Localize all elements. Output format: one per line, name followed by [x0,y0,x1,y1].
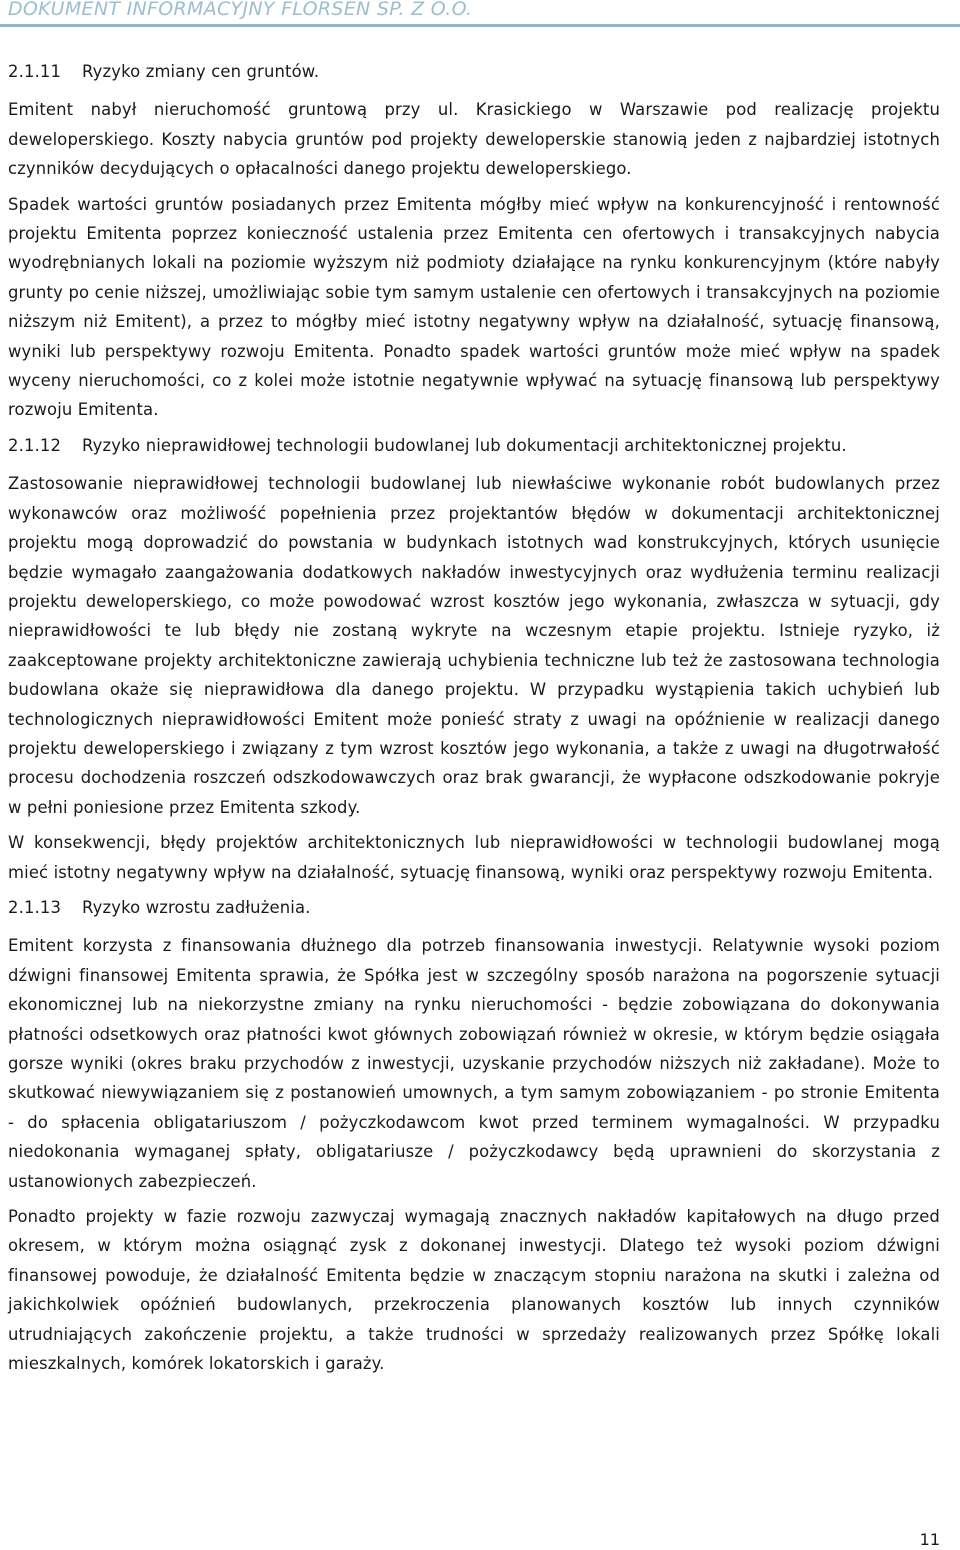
paragraph: Zastosowanie nieprawidłowej technologii budowlanej lub niewłaściwe wykonanie robót budowlanych przez wykonawców oraz możliwość popełnienia przez projektantów błędów w dokumentacji architektonicznej projektu mogą doprowadzić do powstania w budynkach istotnych wad konstrukcyjnych, których usunięcie będzie wymagało zaangażowania dodatkowych nakładów inwestycyjnych oraz wydłużenia terminu realizacji projektu deweloperskiego, co może powodować wzrost kosztów jego wykonania, zwłaszcza w sytuacji, gdy nieprawidłowości te lub błędy nie zostaną wykryte na wczesnym etapie projektu. Istnieje ryzyko, iż zaakceptowane projekty architektoniczne zawierają uchybienia techniczne lub też że zastosowana technologia budowlana okaże się nieprawidłowa dla danego projektu. W przypadku wystąpienia takich uchybień lub technologicznych nieprawidłowości Emitent może ponieść straty z uwagi na opóźnienie w realizacji danego projektu deweloperskiego i związany z tym wzrost kosztów jego wykonania, a także z uwagi na długotrwałość procesu dochodzenia roszczeń odszkodowawczych oraz brak gwarancji, że wypłacone odszkodowanie pokryje w pełni poniesione przez Emitenta szkody. [8,474,940,817]
document-header-title: DOKUMENT INFORMACYJNY FLORSEN SP. Z O.O. [8,0,473,20]
section-title: Ryzyko wzrostu zadłużenia. [82,897,311,917]
section-title: Ryzyko zmiany cen gruntów. [82,62,320,81]
section-title: Ryzyko nieprawidłowej technologii budowlanej lub dokumentacji architektonicznej projektu. [82,435,847,455]
section-heading-2-1-11 [8,57,940,86]
section-heading-2-1-12 [8,431,940,460]
paragraph: Emitent korzysta z finansowania dłużnego dla potrzeb finansowania inwestycji. Relatywnie wysoki poziom dźwigni finansowej Emitenta sprawia, że Spółka jest w szczególny sposób narażona na pogorszenie sytuacji ekonomicznej lub na niekorzystne zmiany na rynku nieruchomości - będzie zobowiązana do dokonywania płatności odsetkowych oraz płatności kwot głównych zobowiązań również w okresie, w którym będzie osiągała gorsze wyniki (okres braku przychodów z inwestycji, uzyskanie przychodów niższych niż zakładane). Może to skutkować niewywiązaniem się z postanowień umownych, a tym samym zobowiązaniem - po stronie Emitenta - do spłacenia obligatariuszom / pożyczkodawcom kwot przed terminem wymagalności. W przypadku niedokonania wymaganej spłaty, obligatariusze / pożyczkodawcy będą uprawnieni do skorzystania z ustanowionych zabezpieczeń. [8,936,940,1191]
paragraph: Emitent nabył nieruchomość gruntową przy ul. Krasickiego w Warszawie pod realizację projektu deweloperskiego. Koszty nabycia gruntów pod projekty deweloperskie stanowią jeden z najbardziej istotnych czynników decydujących o opłacalności danego projektu deweloperskiego. [8,100,940,179]
section-number: 2.1.13 [8,897,62,917]
page-number: 11 [919,1530,940,1549]
document-body [8,57,940,1384]
paragraph: W konsekwencji, błędy projektów architektonicznych lub nieprawidłowości w technologii budowlanej mogą mieć istotny negatywny wpływ na działalność, sytuację finansową, wyniki oraz perspektywy rozwoju Emitenta. [8,833,940,882]
section-number: 2.1.11 [8,62,62,81]
paragraph: Ponadto projekty w fazie rozwoju zazwyczaj wymagają znacznych nakładów kapitałowych na długo przed okresem, w którym można osiągnąć zysk z dokonanej inwestycji. Dlatego też wysoki poziom dźwigni finansowej powoduje, że działalność Emitenta będzie w znaczącym stopniu narażona na skutki i zależna od jakichkolwiek opóźnień budowlanych, przekroczenia planowanych kosztów lub innych czynników utrudniających zakończenie projektu, a także trudności w sprzedaży realizowanych przez Spółkę lokali mieszkalnych, komórek lokatorskich i garaży. [8,1207,940,1374]
section-heading-2-1-13 [8,893,940,922]
header-divider [0,24,960,27]
section-number: 2.1.12 [8,435,62,455]
paragraph: Spadek wartości gruntów posiadanych przez Emitenta mógłby mieć wpływ na konkurencyjność i rentowność projektu Emitenta poprzez konieczność ustalenia przez Emitenta cen ofertowych i transakcyjnych nabycia wyodrębnianych lokali na poziomie wyższym niż podmioty działające na rynku konkurencyjnym (które nabyły grunty po cenie niższej, umożliwiając sobie tym samym ustalenie cen ofertowych i transakcyjnych na poziomie niższym niż Emitent), a przez to mógłby mieć istotny negatywny wpływ na działalność, sytuację finansową, wyniki lub perspektywy rozwoju Emitenta. Ponadto spadek wartości gruntów może mieć wpływ na spadek wyceny nieruchomości, co z kolei może istotnie negatywnie wpływać na sytuację finansową lub perspektywy rozwoju Emitenta. [8,194,940,420]
